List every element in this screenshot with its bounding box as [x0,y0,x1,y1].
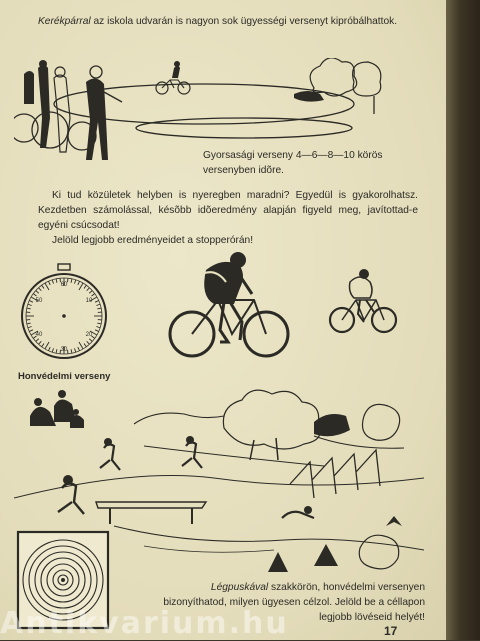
intro-lead: Kerékpárral [38,16,91,27]
stopwatch-tick [28,327,32,328]
stopwatch-tick [87,341,90,344]
stopwatch-tick [84,344,86,347]
stopwatch-tick [78,281,80,285]
stopwatch-tick [89,339,92,342]
stopwatch-tick [97,308,101,309]
stopwatch-tick [96,327,100,328]
stopwatch-tick [45,342,49,349]
stopwatch-tick [75,348,76,352]
cyclist-small-illustration [328,268,400,336]
stopwatch-tick [84,285,86,288]
stopwatch-tick [27,308,31,309]
stopwatch-tick [39,341,42,344]
stopwatch-tick [28,304,32,305]
stopwatch-tick [29,330,33,332]
instructions-line-1: Ki tud közületek helyben is nyeregben maradni? Egyedül is gyakorolhatsz. Kezdetben számolással, késõbb idõeredmény alapján figyeld meg, javítottad-e egyéni csúcsodat! [38,188,418,233]
stopwatch-tick [71,279,72,283]
stopwatch-tick [95,330,99,332]
bottom-lead: Légpuskával [211,582,268,593]
page-number: 17 [384,624,397,638]
stopwatch-tick [52,348,53,352]
stopwatch-tick [52,280,53,284]
stopwatch-tick [42,344,44,347]
stopwatch-tick [89,291,92,294]
stopwatch-label-50: 50 [36,298,43,304]
race-caption: Gyorsasági verseny 4—6—8—10 körös versenyben idõre. [203,148,398,178]
instructions-line-2: Jelöld legjobb eredményeidet a stopperórán! [38,233,418,248]
stopwatch-tick [97,323,101,324]
stopwatch-label-40: 40 [36,332,43,338]
stopwatch-tick [49,347,51,351]
stopwatch-tick [87,288,90,291]
cyclist-large-illustration [166,250,296,360]
watermark: Antikvarium.hu [0,606,289,641]
stopwatch-tick [36,291,39,294]
stopwatch-tick [33,294,36,296]
section-heading: Honvédelmi verseny [18,371,110,382]
stopwatch-tick [49,281,51,285]
intro-text [38,14,408,29]
stopwatch-tick [78,347,80,351]
stopwatch-illustration [16,262,112,362]
stopwatch-label-30: 30 [61,347,68,353]
page-edge [446,0,480,640]
stopwatch-tick [75,280,76,284]
stopwatch-tick [39,288,42,291]
stopwatch-tick [71,349,72,353]
stopwatch-tick [79,342,83,349]
stopwatch-tick [36,339,39,342]
stopwatch-label-20: 20 [86,332,93,338]
stopwatch-tick [27,323,31,324]
stopwatch-tick [79,283,83,290]
instructions-paragraph [38,188,418,248]
stopwatch-tick [92,294,95,296]
bottom-rest: szakkörön, honvédelmi versenyen bizonyíthatod, milyen ügyesen célzol. Jelöld be a céllapon legjobb lövéseid helyét! [163,582,425,623]
stopwatch-tick [29,301,33,303]
stopwatch-label-60: 60 [61,282,68,288]
stopwatch-tick [95,301,99,303]
stopwatch-tick [96,304,100,305]
stopwatch-tick [42,285,44,288]
stopwatch-tick [56,279,57,283]
intro-rest: az iskola udvarán is nagyon sok ügyességi versenyt kipróbálhattok. [91,16,397,27]
stopwatch-label-10: 10 [86,298,93,304]
stopwatch-tick [56,349,57,353]
stopwatch-tick [45,283,49,290]
